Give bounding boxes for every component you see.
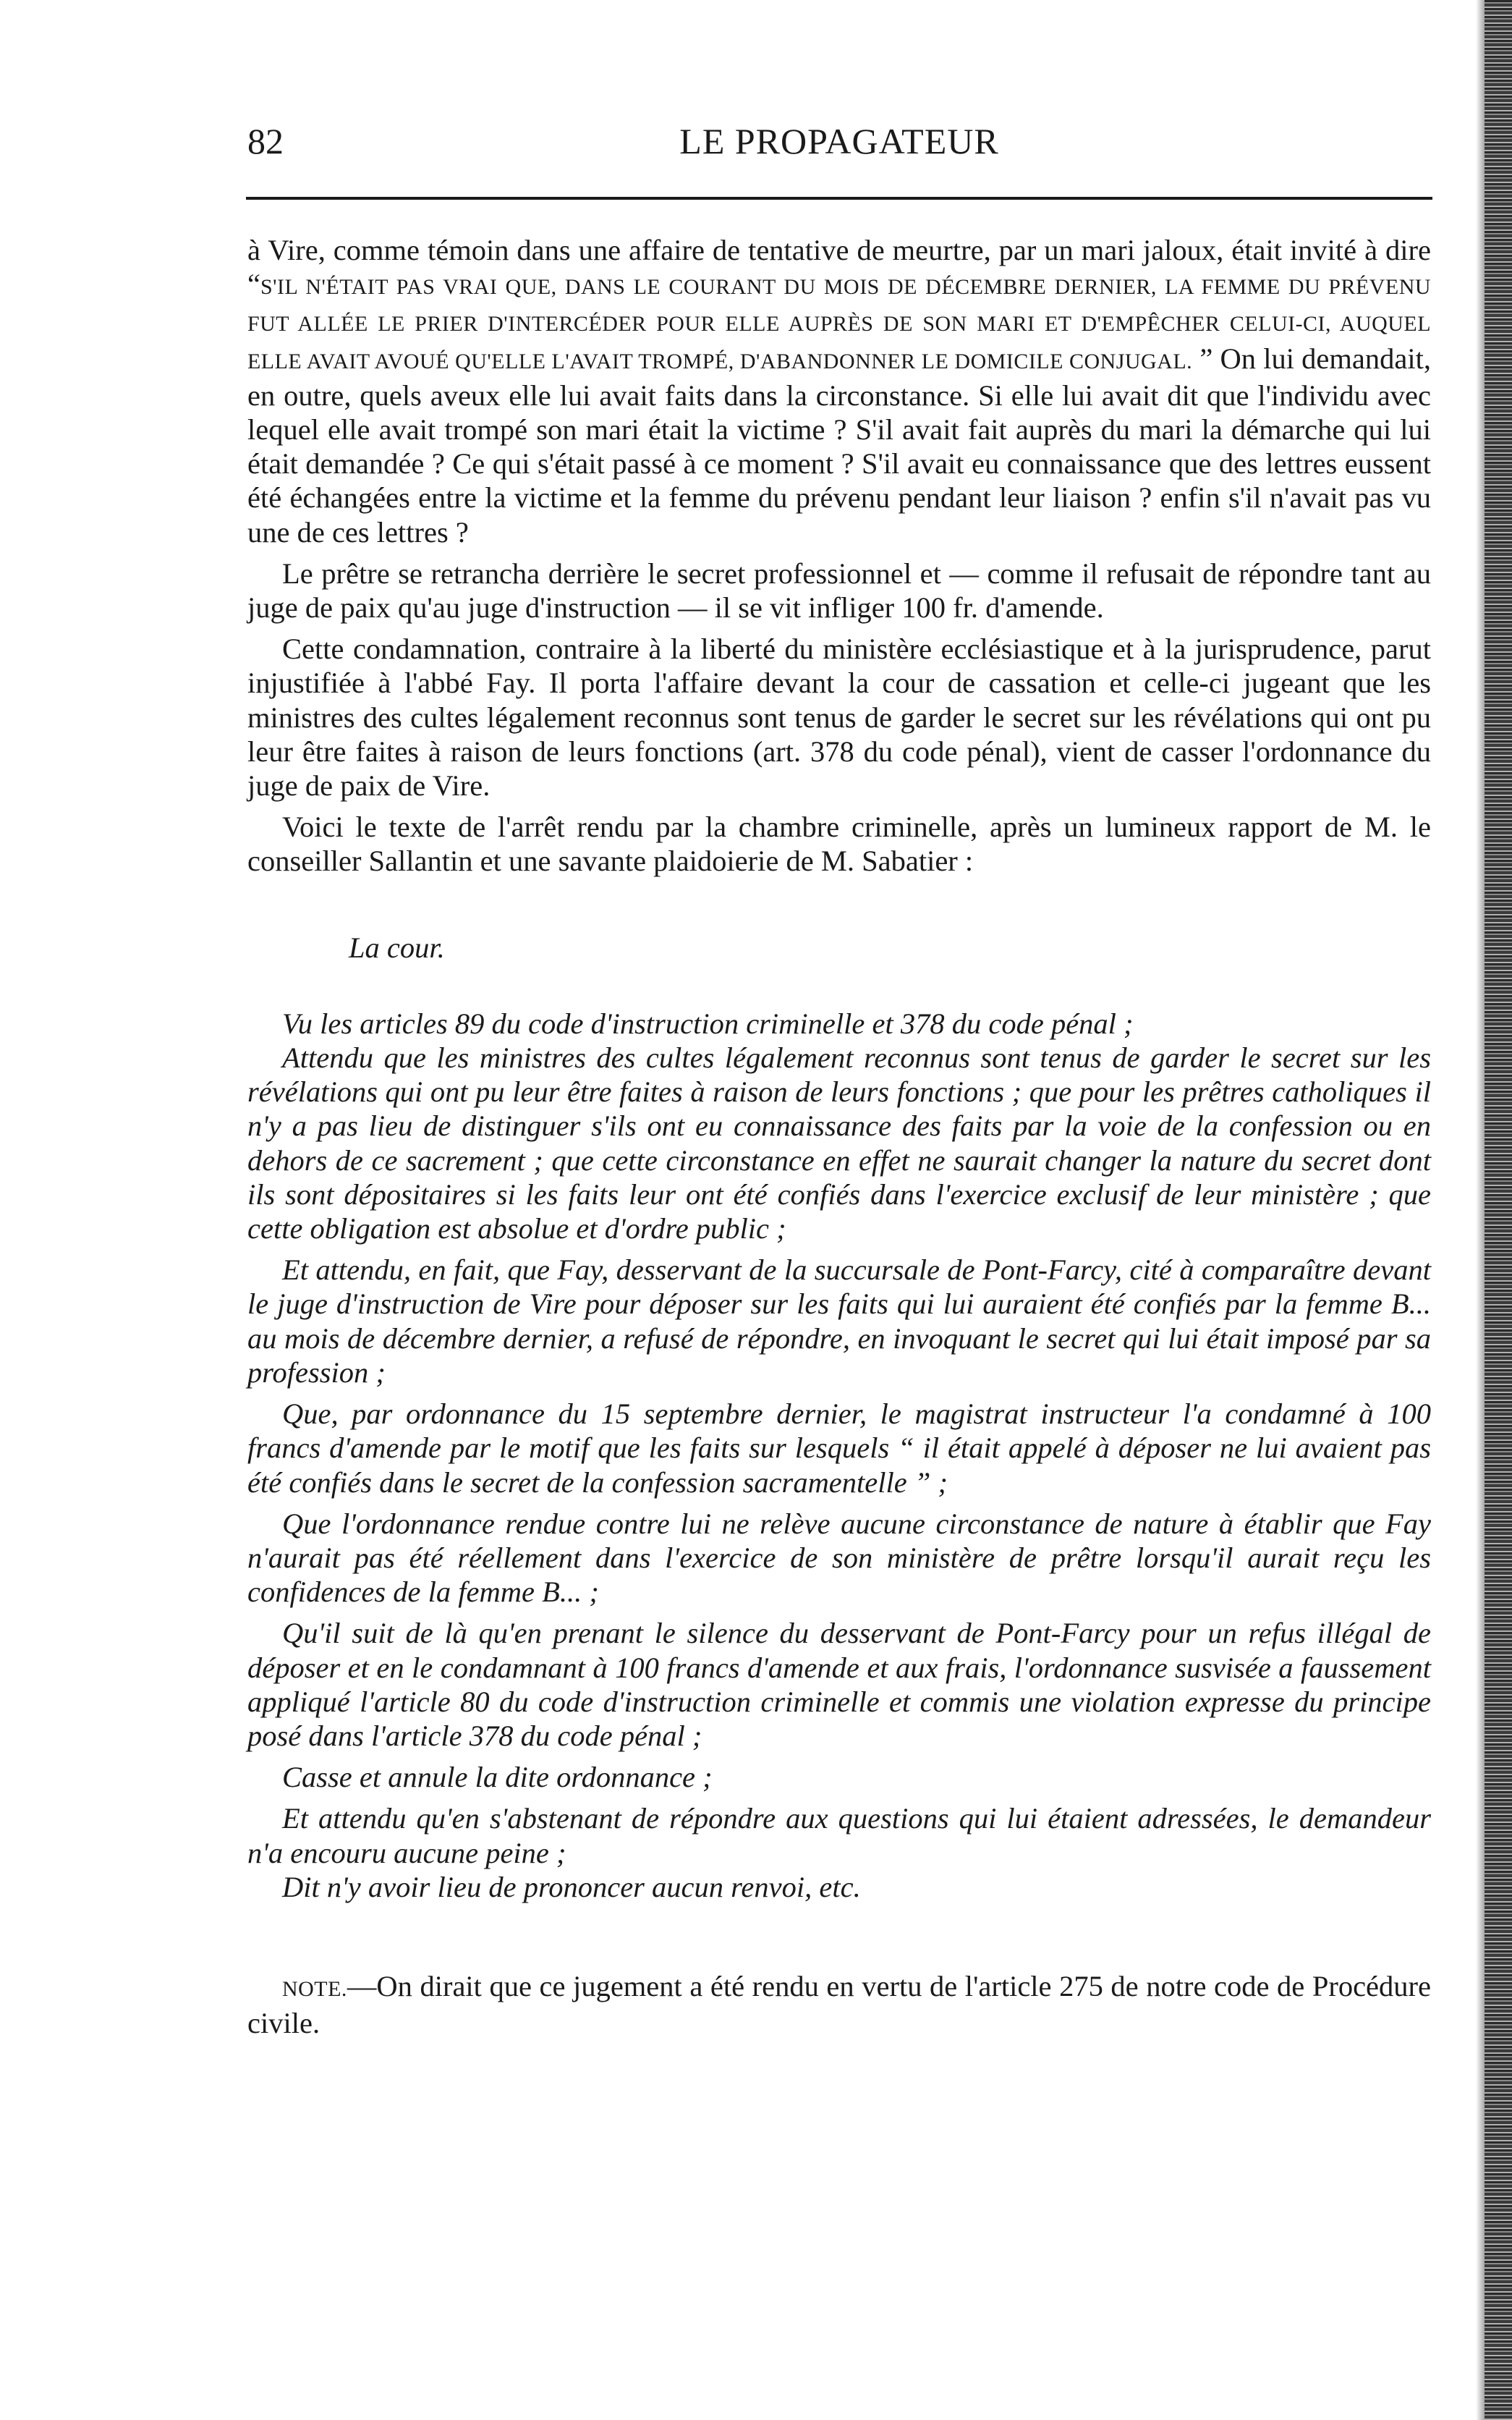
page-edge-scan-artifact [1485, 0, 1512, 2420]
ruling-consideration: Que, par ordonnance du 15 septembre dernier, le magistrat instructeur l'a condamné à 100 francs d'amende par le motif que les faits sur lesquels “ il était appelé à déposer ne lui avaient pas été confiés dans le secret de la confession sacramentelle ” ; [247, 1397, 1431, 1499]
page-number: 82 [247, 121, 284, 161]
ruling-consideration: Et attendu qu'en s'abstenant de répondre aux questions qui lui étaient adressées, le demandeur n'a encouru aucune peine ; [247, 1802, 1431, 1869]
note-text: —On dirait que ce jugement a été rendu en vertu de l'article 275 de notre code de Procédure civile. [247, 1969, 1431, 2040]
ruling-consideration: Qu'il suit de là qu'en prenant le silence du desservant de Pont-Farcy pour un refus illégal de déposer et en le condamnant à 100 francs d'amende et aux frais, l'ordonnance susvisée a faussement appliqué l'article 80 du code d'instruction criminelle et commis une violation expresse du principe posé dans l'article 378 du code pénal ; [247, 1617, 1431, 1752]
ruling-consideration: Attendu que les ministres des cultes légalement reconnus sont tenus de garder le secret sur les révélations qui ont pu leur être faites à raison de leurs fonctions ; que pour les prêtres catholiques il n'y a pas lieu de distinguer s'ils ont eu connaissance des faits par la voie de la confession ou en dehors de ce sacrement ; que cette circonstance en effet ne saurait changer la nature du secret dont ils sont dépositaires si les faits leur ont été confiés dans l'exercice exclusif de leur ministère ; que cette obligation est absolue et d'ordre public ; [247, 1041, 1431, 1245]
paragraph-1-small-caps: S'IL N'ÉTAIT PAS VRAI QUE, DANS LE COURANT DU MOIS DE DÉCEMBRE DERNIER, LA FEMME DU PRÉVENU FUT ALLÉE LE PRIER D'INTERCÉDER POUR ELLE AUPRÈS DE SON MARI ET D'EMPÊCHER CELUI-CI, AUQUEL ELLE AVAIT AVOUÉ QU'ELLE L'AVAIT TROMPÉ, D'ABANDONNER LE DOMICILE CONJUGAL. [247, 275, 1431, 373]
note-label: NOTE. [282, 1976, 347, 2001]
footnote [247, 1969, 1431, 2040]
ruling-title: La cour. [349, 931, 445, 964]
page-header [246, 116, 1432, 166]
header-rule [246, 197, 1432, 200]
paragraph-1-part-1: à Vire, comme témoin dans une affaire de tentative de meurtre, par un mari jaloux, était invité à dire “ [247, 234, 1431, 301]
paragraph-4: Voici le texte de l'arrêt rendu par la chambre criminelle, après un lumineux rapport de M. le conseiller Sallantin et une savante plaidoierie de M. Sabatier : [247, 811, 1431, 878]
paragraph-1-part-2: ” On lui demandait, en outre, quels aveux elle lui avait faits dans la circonstance. Si elle lui avait dit que l'individu avec lequel elle avait trompé son mari était la victime ? S'il avait fait auprès du mari la démarche qui lui était demandée ? Ce qui s'était passé à ce moment ? S'il avait eu connaissance que des lettres eussent été échangées entre la victime et la femme du prévenu pendant leur liaison ? enfin s'il n'avait pas vu une de ces lettres ? [247, 342, 1431, 549]
running-title: LE PROPAGATEUR [679, 121, 999, 161]
paragraph-3: Cette condamnation, contraire à la liberté du ministère ecclésiastique et à la jurisprudence, parut injustifiée à l'abbé Fay. Il porta l'affaire devant la cour de cassation et celle-ci jugeant que les ministres des cultes légalement reconnus sont tenus de garder le secret sur les révélations qui ont pu leur être faites à raison de leurs fonctions (art. 378 du code pénal), vient de casser l'ordonnance du juge de paix de Vire. [247, 632, 1431, 803]
paragraph-2: Le prêtre se retrancha derrière le secret professionnel et — comme il refusait de répondre tant au juge de paix qu'au juge d'instruction — il se vit infliger 100 fr. d'amende. [247, 557, 1431, 625]
ruling-consideration: Casse et annule la dite ordonnance ; [282, 1761, 713, 1794]
page-edge-shadow [1476, 0, 1485, 2420]
body-text [247, 233, 1431, 2040]
paragraph-1 [247, 233, 1431, 549]
ruling-consideration: Et attendu, en fait, que Fay, desservant de la succursale de Pont-Farcy, cité à comparaître devant le juge d'instruction de Vire pour déposer sur les faits qui lui auraient été confiés par la femme B... au mois de décembre dernier, a refusé de répondre, en invoquant le secret qui lui était imposé par sa profession ; [247, 1253, 1431, 1389]
ruling-visa: Vu les articles 89 du code d'instruction criminelle et 378 du code pénal ; [282, 1007, 1134, 1040]
ruling-consideration: Dit n'y avoir lieu de prononcer aucun renvoi, etc. [282, 1870, 861, 1903]
ruling-consideration: Que l'ordonnance rendue contre lui ne relève aucune circonstance de nature à établir que Fay n'aurait pas été réellement dans l'exercice de son ministère de prêtre lorsqu'il aurait reçu les confidences de la femme B... ; [247, 1507, 1431, 1609]
